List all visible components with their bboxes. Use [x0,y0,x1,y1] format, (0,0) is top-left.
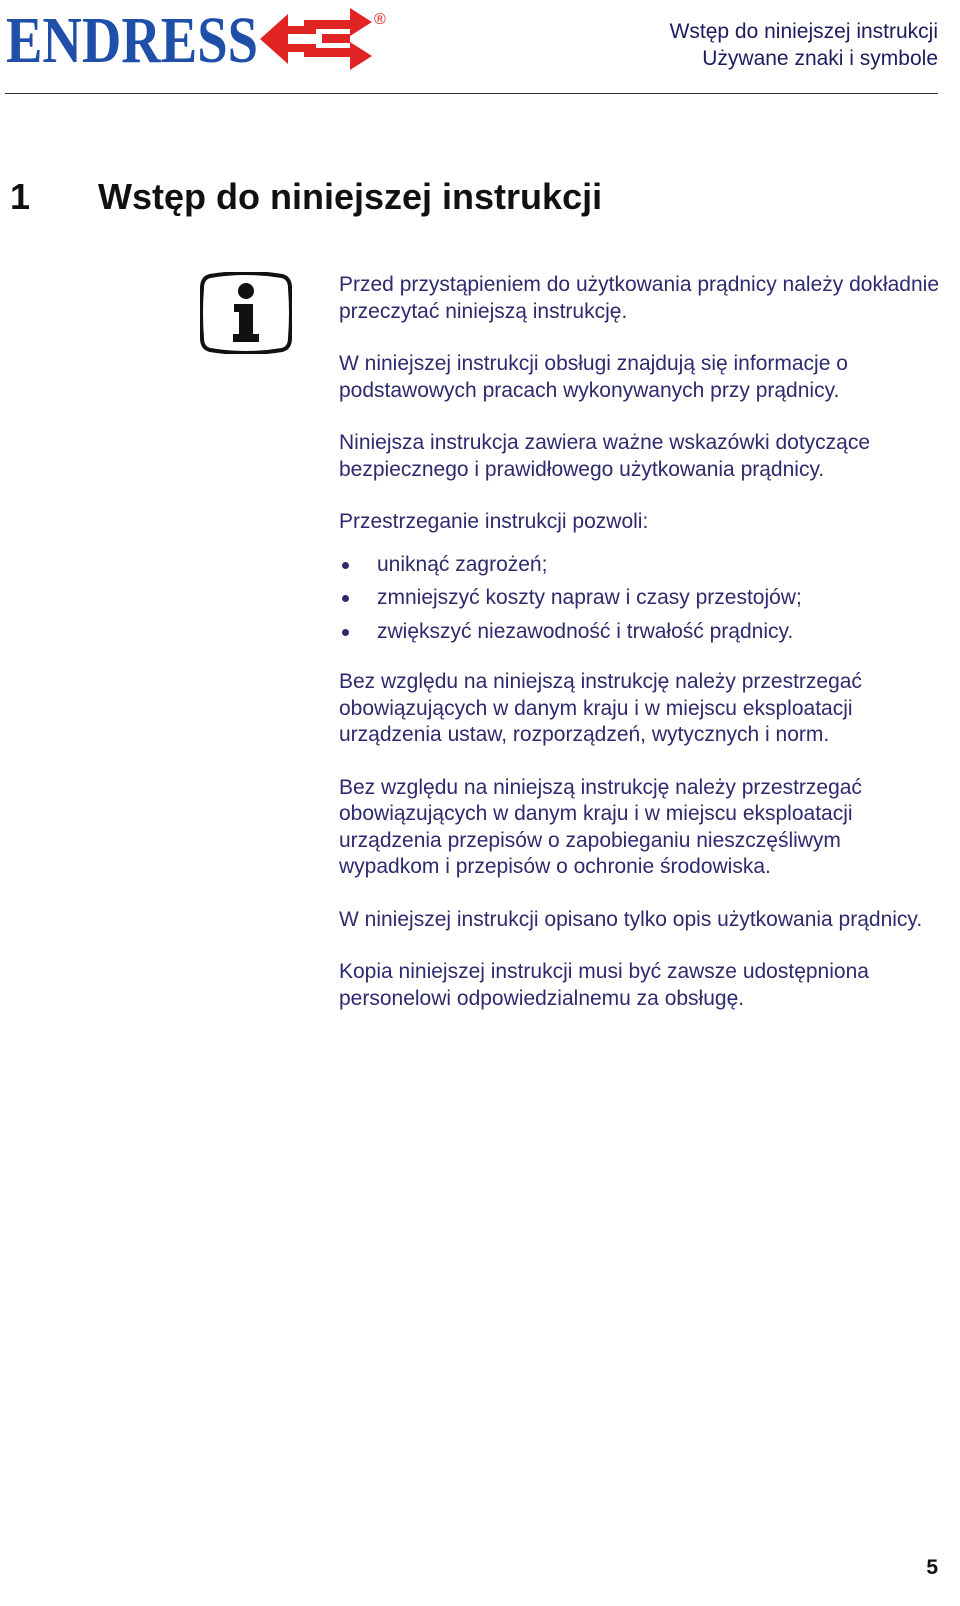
paragraph: Niniejsza instrukcja zawiera ważne wskazówki dotyczące bezpiecznego i prawidłowego użytkowania prądnicy. [339,431,871,481]
header-line-1: Wstęp do niniejszej instrukcji [669,20,938,43]
logo-arrows-mark [260,8,372,70]
list-item-text: zwiększyć niezawodność i trwałość prądnicy. [377,619,794,643]
chapter-title: Wstęp do niniejszej instrukcji [98,176,603,217]
info-icon [200,272,292,354]
list-item [339,619,939,646]
paragraph: Bez względu na niniejszą instrukcję należy przestrzegać obowiązujących w danym kraju i w miejscu eksploatacji urządzenia ustaw, rozporządzeń, wytycznych i norm. [339,670,862,746]
list-item-text: uniknąć zagrożeń; [377,552,548,576]
bullet-list [339,552,939,646]
paragraph: W niniejszej instrukcji opisano tylko opis użytkowania prądnicy. [339,907,923,931]
page-number: 5 [926,1556,938,1579]
paragraph: Bez względu na niniejszą instrukcję należy przestrzegać obowiązujących w danym kraju i w miejscu eksploatacji urządzenia przepisów o zapobieganiu nieszczęśliwym wypadkom i przepisów o ochronie środowiska. [339,775,862,878]
logo-text: ENDRESS [6,4,258,72]
running-header [670,18,938,72]
header-line-2: Używane znaki i symbole [702,47,938,70]
chapter-heading [10,176,602,218]
paragraph: Przed przystąpieniem do użytkowania prądnicy należy dokładnie przeczytać niniejszą instrukcję. [339,273,939,323]
list-item [339,585,939,612]
header-divider [5,93,938,94]
chapter-number: 1 [10,176,31,217]
list-item [339,552,939,579]
endress-logo [4,4,394,72]
paragraph: W niniejszej instrukcji obsługi znajdują się informacje o podstawowych pracach wykonywanych przy prądnicy. [339,352,848,402]
paragraph: Przestrzeganie instrukcji pozwoli: [339,510,649,533]
content-column [339,272,939,1038]
paragraph: Kopia niniejszej instrukcji musi być zawsze udostępniona personelowi odpowiedzialnemu za obsługę. [339,960,869,1010]
list-item-text: zmniejszyć koszty napraw i czasy przestojów; [377,586,802,609]
registered-mark: ® [374,11,386,28]
bullet-icon [342,629,349,636]
bullet-icon [342,562,349,569]
bullet-icon [342,595,349,602]
